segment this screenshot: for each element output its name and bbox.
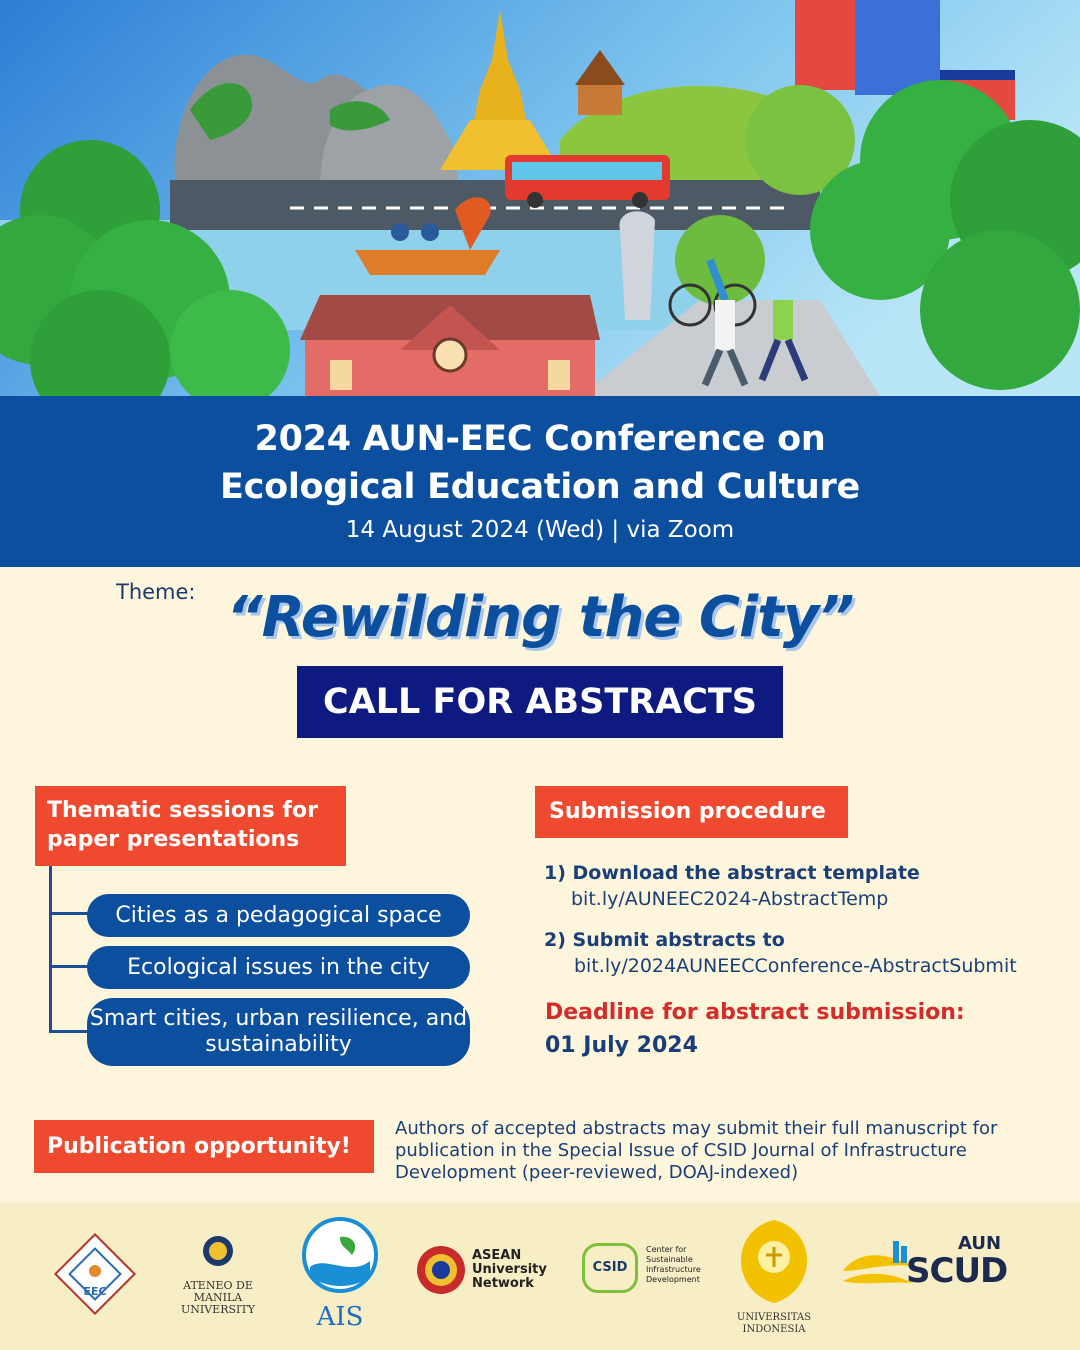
deadline-label: Deadline for abstract submission: [545, 1000, 965, 1025]
conference-title-line1: 2024 AUN-EEC Conference on [254, 419, 826, 459]
procedure-heading: Submission procedure [535, 786, 848, 838]
ateneo-logo [158, 1231, 278, 1316]
step-number: 1) [544, 862, 566, 884]
conference-title-line2: Ecological Education and Culture [220, 467, 860, 507]
step-title: Download the abstract template [572, 862, 920, 884]
aun-scud-logo [838, 1233, 1018, 1303]
tree-connector [49, 866, 52, 1032]
submission-step [544, 862, 920, 910]
theme-label: Theme: [116, 580, 196, 604]
step-title: Submit abstracts to [572, 929, 785, 951]
ui-logo [726, 1215, 822, 1340]
session-item: Ecological issues in the city [87, 946, 470, 989]
submit-link[interactable]: bit.ly/2024AUNEECConference-AbstractSubmit [574, 955, 1017, 977]
theme-title: “Rewilding the City” [226, 585, 854, 650]
csid-logo [582, 1239, 712, 1299]
call-for-abstracts-banner: CALL FOR ABSTRACTS [297, 666, 783, 738]
aun-network-text: ASEAN University Network [472, 1248, 547, 1291]
session-item: Cities as a pedagogical space [87, 894, 470, 937]
tree-branch [49, 965, 89, 968]
ais-logo [300, 1217, 380, 1337]
deadline-date: 01 July 2024 [545, 1033, 698, 1058]
title-band [0, 396, 1080, 567]
ui-logo-text: UNIVERSITAS INDONESIA [736, 1312, 812, 1335]
csid-text: Center for Sustainable Infrastructure Development [646, 1245, 701, 1284]
ais-logo-text: AIS [316, 1302, 364, 1332]
session-item: Smart cities, urban resilience, and sustainability [87, 998, 470, 1066]
school-building [300, 295, 600, 396]
conference-date: 14 August 2024 (Wed) | via Zoom [345, 517, 735, 543]
scud-text: SCUD [906, 1251, 1008, 1291]
tree-branch [49, 1030, 89, 1033]
aun-text: AUN [958, 1233, 1002, 1254]
publication-heading: Publication opportunity! [34, 1120, 374, 1173]
tree-branch [49, 912, 89, 915]
submission-step [544, 929, 1017, 977]
merlion-statue [619, 211, 655, 320]
csid-mark: CSID [582, 1243, 638, 1293]
header-illustration [0, 0, 1080, 396]
step-number: 2) [544, 929, 566, 951]
aun-network-logo [416, 1245, 556, 1297]
partner-logos [0, 1203, 1080, 1350]
ateneo-logo-text: ATENEO DE MANILA UNIVERSITY [181, 1279, 255, 1316]
sessions-heading: Thematic sessions for paper presentations [35, 786, 346, 866]
template-link[interactable]: bit.ly/AUNEEC2024-AbstractTemp [571, 888, 889, 910]
eec-logo-text: EEC [83, 1285, 107, 1298]
publication-text: Authors of accepted abstracts may submit their full manuscript for publication in the Special Issue of CSID Journal of Infrastructure Development (peer-reviewed, DOAJ-indexed) [395, 1118, 998, 1183]
eec-logo [52, 1231, 138, 1317]
